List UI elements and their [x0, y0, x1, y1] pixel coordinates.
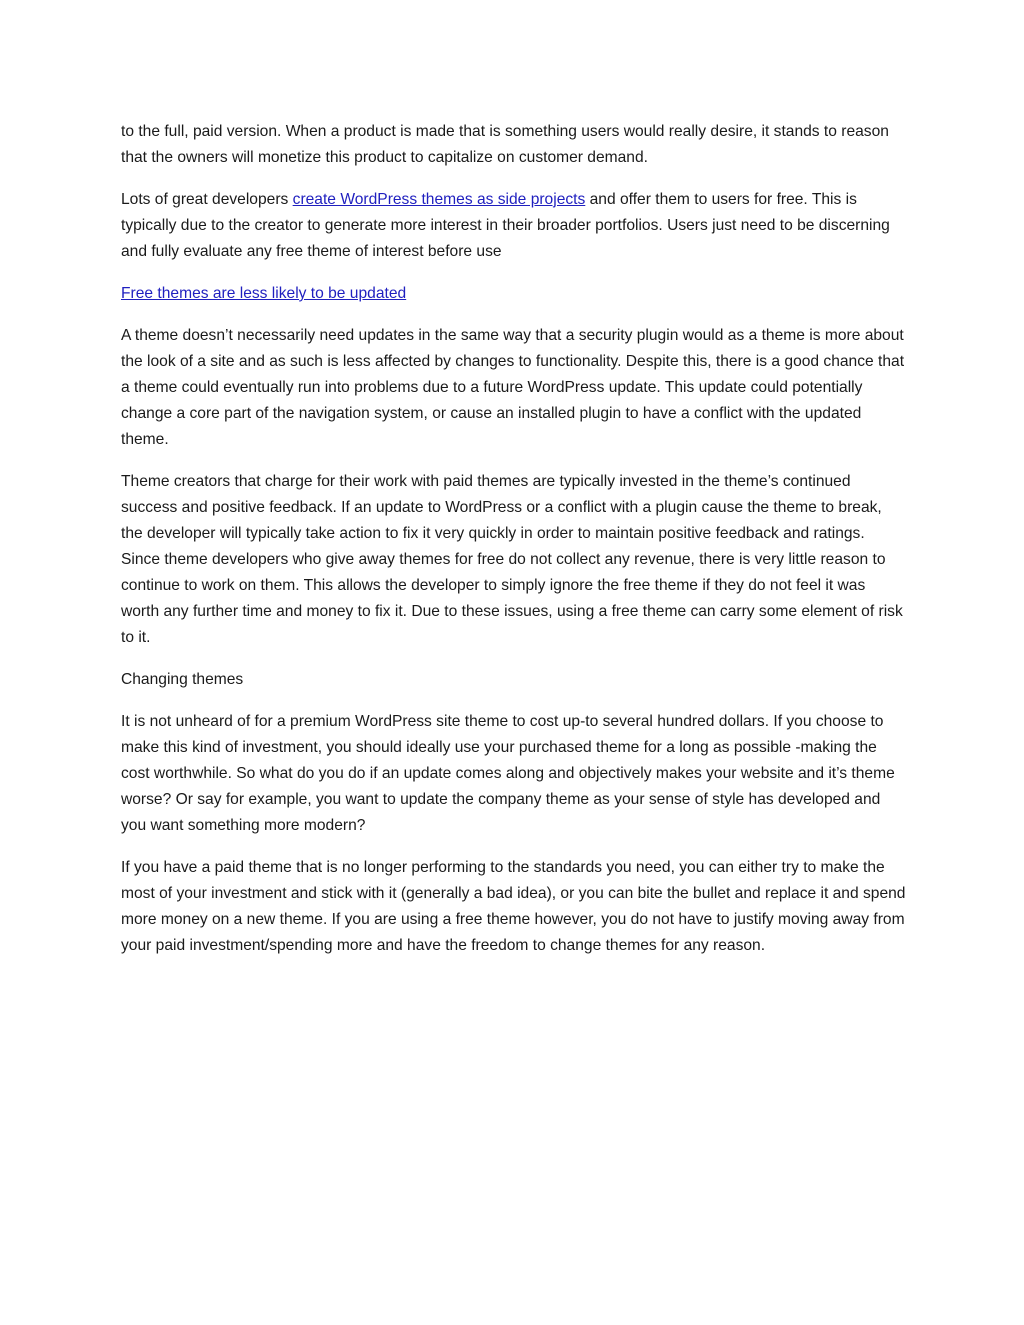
- paragraph-theme-creators: Theme creators that charge for their work with paid themes are typically invested in the theme’s continued success and positive feedback. If an update to WordPress or a conflict with a plugin cause the theme to break, the developer will typically take action to fix it very quickly in order to maintain positive feedback and ratings. Since theme developers who give away themes for free do not collect any revenue, there is very little reason to continue to work on them. This allows the developer to simply ignore the free theme if they do not feel it was worth any further time and money to fix it. Due to these issues, using a free theme can carry some element of risk to it.: [121, 473, 903, 646]
- side-projects-link[interactable]: create WordPress themes as side projects: [292, 191, 586, 208]
- section-heading-changing-themes: Changing themes: [121, 671, 244, 688]
- paragraph-developers: [121, 187, 906, 265]
- paragraph-developers-lead: Lots of great developers: [121, 191, 293, 208]
- paragraph-intro-continuation: to the full, paid version. When a product is made that is something users would really desire, it stands to reason that the owners will monetize this product to capitalize on customer demand.: [121, 123, 889, 166]
- paragraph-theme-updates: A theme doesn’t necessarily need updates in the same way that a security plugin would as a theme is more about the look of a site and as such is less affected by changes to functionality. Despite this, there is a good chance that a theme could eventually run into problems due to a future WordPress update. This update could potentially change a core part of the navigation system, or cause an installed plugin to have a conflict with the updated theme.: [121, 327, 905, 448]
- document-page: [121, 119, 906, 975]
- paragraph-premium-cost: It is not unheard of for a premium WordPress site theme to cost up-to several hundred dollars. If you choose to make this kind of investment, you should ideally use your purchased theme for a long as possible -making the cost worthwhile. So what do you do if an update comes along and objectively makes your website and it’s theme worse? Or say for example, you want to update the company theme as your sense of style has developed and you want something more modern?: [121, 713, 895, 834]
- free-themes-updated-link[interactable]: Free themes are less likely to be updated: [121, 285, 407, 302]
- paragraph-developers-rest: and offer them to users for free. This is typically due to the creator to generate more interest in their broader portfolios. Users just need to be discerning and fully evaluate any free theme of interest before use: [121, 191, 890, 260]
- section-heading-updates: [121, 281, 906, 307]
- paragraph-paid-theme: If you have a paid theme that is no longer performing to the standards you need, you can either try to make the most of your investment and stick with it (generally a bad idea), or you can bite the bullet and replace it and spend more money on a new theme. If you are using a free theme however, you do not have to justify moving away from your paid investment/spending more and have the freedom to change themes for any reason.: [121, 859, 906, 954]
